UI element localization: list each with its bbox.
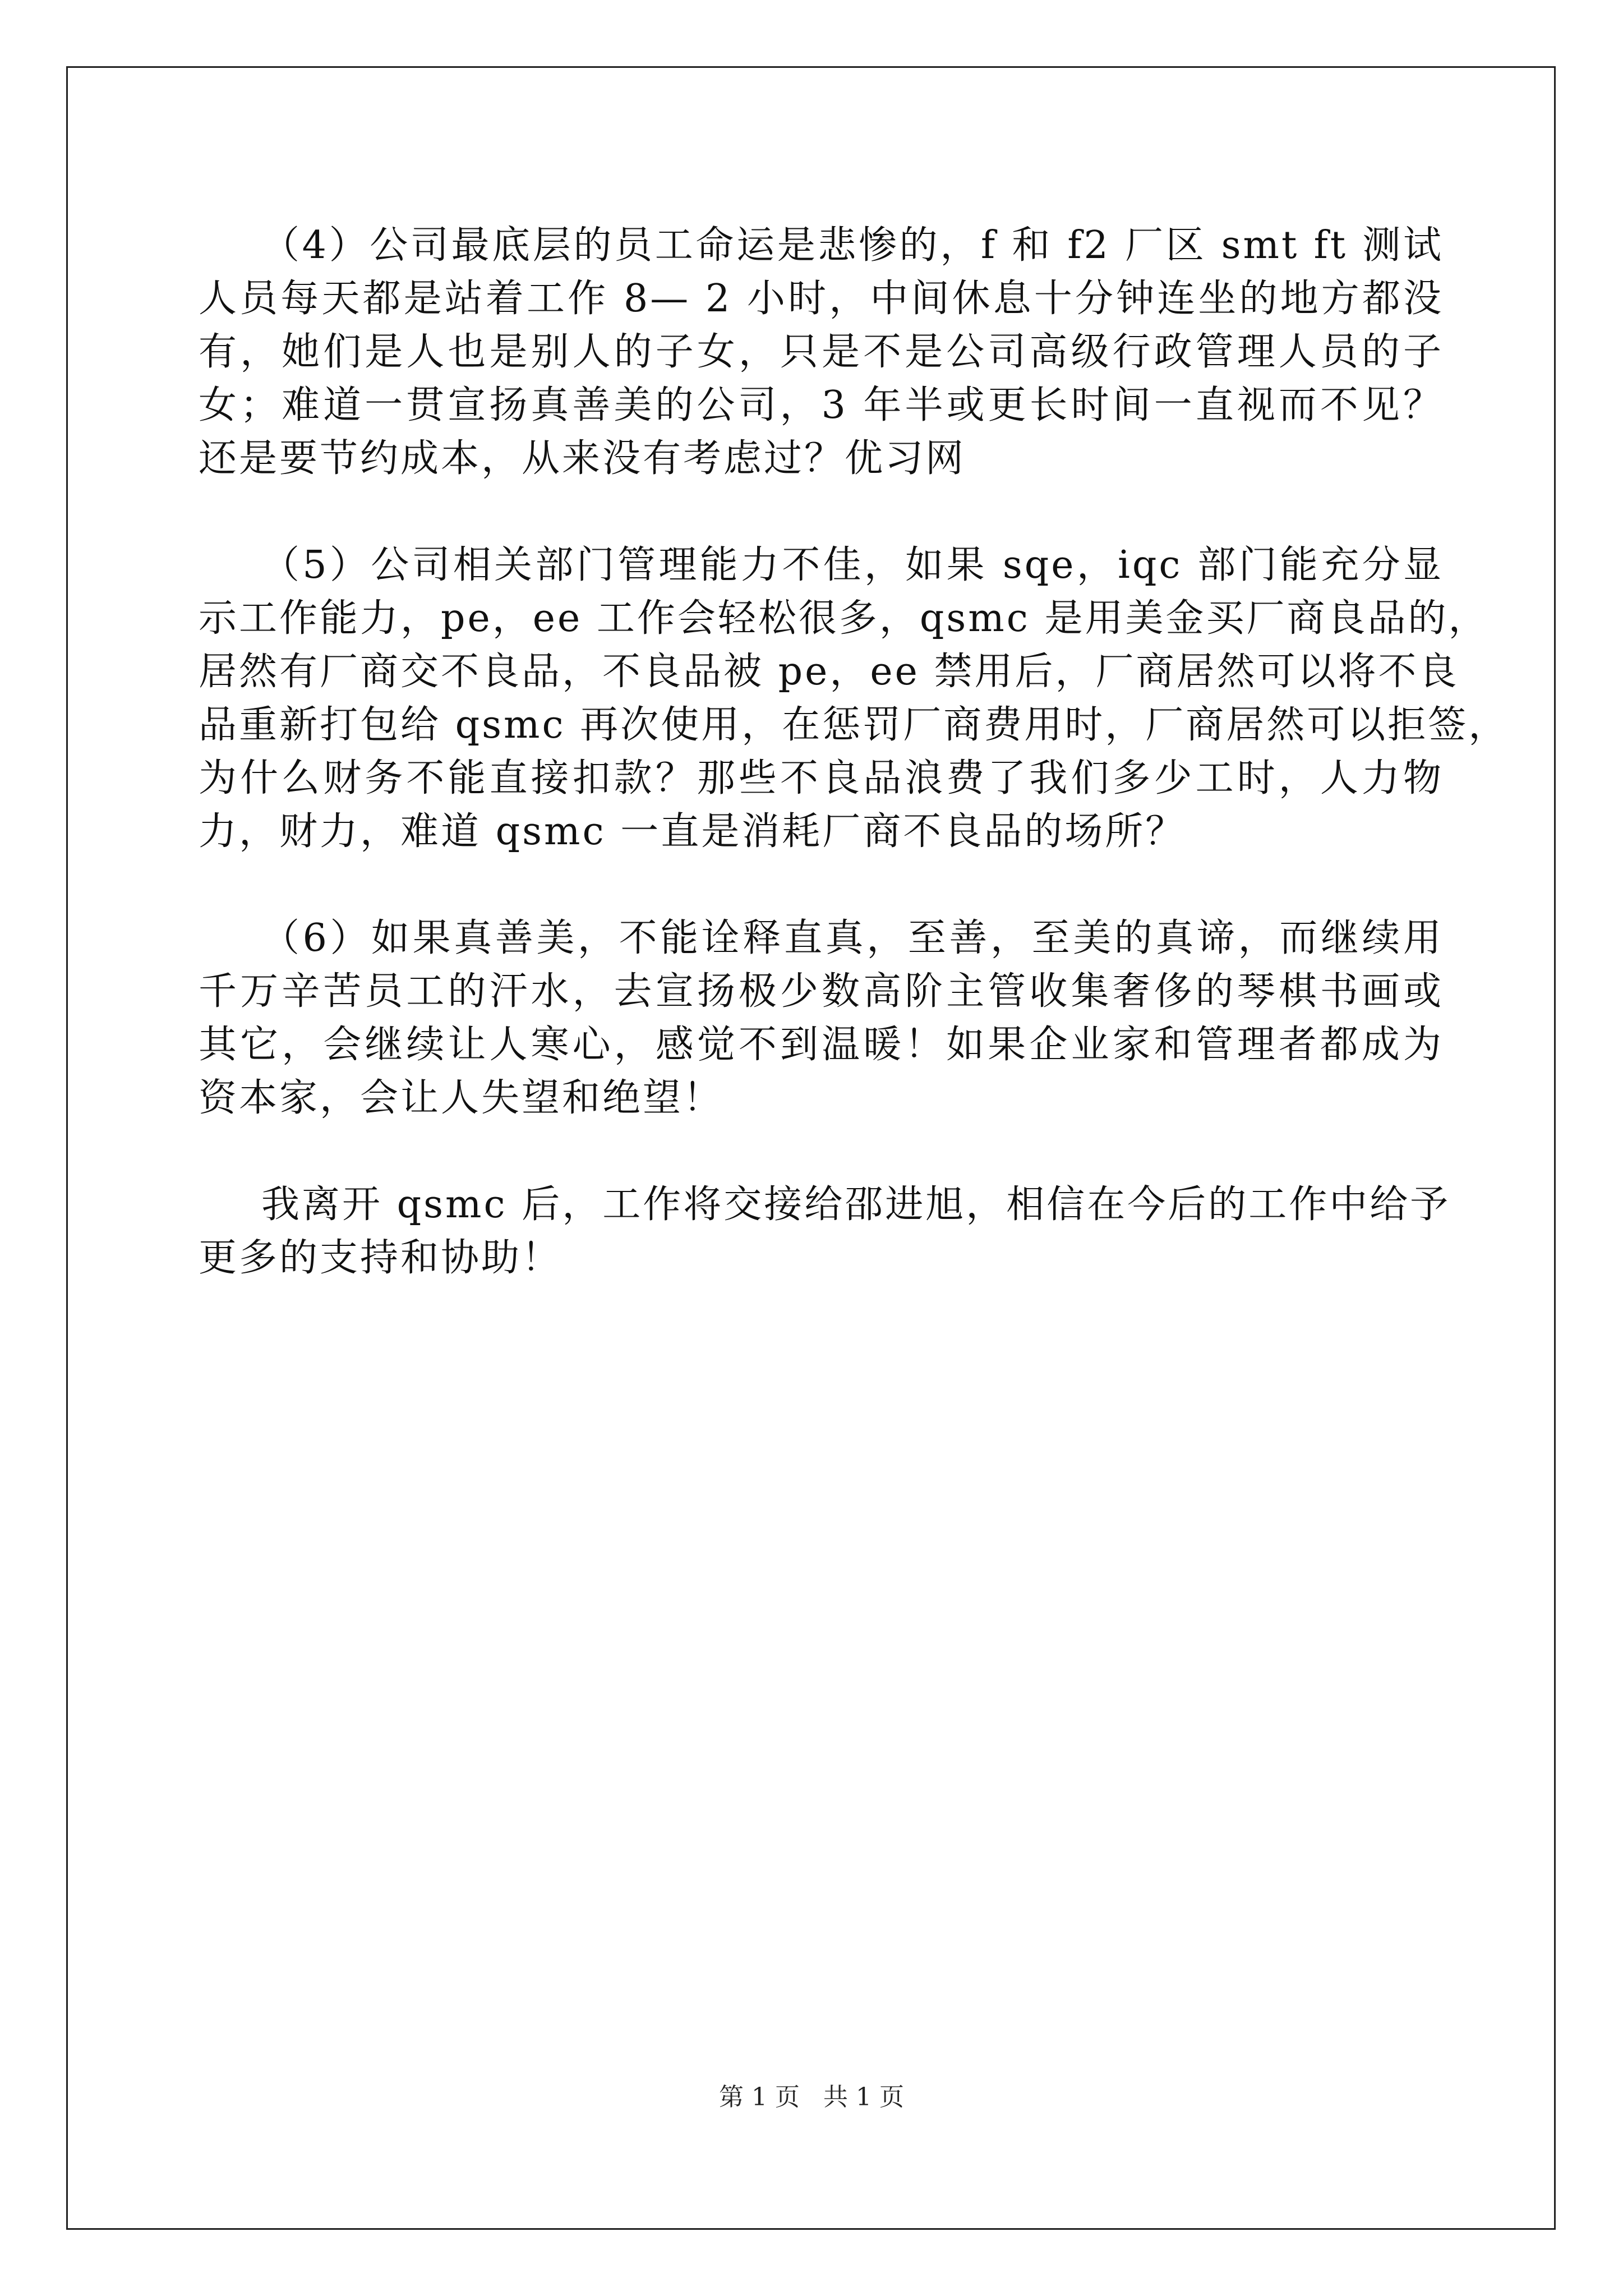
text-line: 还是要节约成本，从来没有考虑过？优习网 xyxy=(199,436,966,481)
text-line: 居然有厂商交不良品，不良品被 pe，ee 禁用后，厂商居然可以将不良 xyxy=(199,650,1459,694)
page-footer: 第 1 页 共 1 页 xyxy=(719,2083,904,2111)
text-line: 女；难道一贯宣扬真善美的公司，3 年半或更长时间一直视而不见？ xyxy=(199,383,1444,427)
text-line: 千万辛苦员工的汗水，去宣扬极少数高阶主管收集奢侈的琴棋书画或 xyxy=(199,969,1444,1014)
text-line: 资本家，会让人失望和绝望！ xyxy=(199,1076,724,1120)
text-line: 示工作能力，pe，ee 工作会轻松很多，qsmc 是用美金买厂商良品的， xyxy=(199,596,1489,641)
text-line: 更多的支持和协助！ xyxy=(199,1236,562,1280)
text-line: （4）公司最底层的员工命运是悲惨的，f 和 f2 厂区 smt ft 测试 xyxy=(261,223,1444,268)
text-line: 我离开 qsmc 后，工作将交接给邵进旭，相信在今后的工作中给予 xyxy=(261,1182,1451,1227)
paragraph-5 xyxy=(199,539,1509,858)
text-line: 为什么财务不能直接扣款？那些不良品浪费了我们多少工时，人力物 xyxy=(199,756,1444,800)
paragraph-4 xyxy=(199,219,1444,485)
paragraph-6 xyxy=(199,912,1444,1125)
closing-paragraph xyxy=(199,1178,1451,1285)
text-line: （6）如果真善美，不能诠释直真，至善，至美的真谛，而继续用 xyxy=(261,916,1444,960)
text-line: 力，财力，难道 qsmc 一直是消耗厂商不良品的场所？ xyxy=(199,809,1186,854)
document-body xyxy=(199,219,1509,1285)
text-line: （5）公司相关部门管理能力不佳，如果 sqe，iqc 部门能充分显 xyxy=(261,543,1444,587)
text-line: 人员每天都是站着工作 8— 2 小时，中间休息十分钟连坐的地方都没 xyxy=(199,277,1444,321)
text-line: 有，她们是人也是别人的子女，只是不是公司高级行政管理人员的子 xyxy=(199,330,1444,374)
text-line: 品重新打包给 qsmc 再次使用，在惩罚厂商费用时，厂商居然可以拒签， xyxy=(199,703,1509,747)
text-line: 其它，会继续让人寒心，感觉不到温暖！如果企业家和管理者都成为 xyxy=(199,1023,1444,1067)
